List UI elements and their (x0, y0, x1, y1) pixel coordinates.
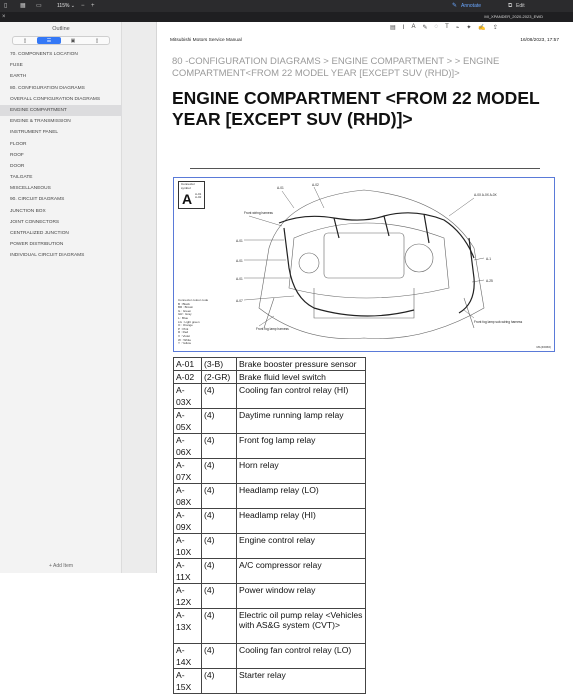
sidebar-title: Outline (52, 26, 70, 32)
table-cell-code: A-01 (174, 358, 202, 371)
badge-letter: A (182, 191, 193, 207)
signature-icon[interactable]: ✍ (478, 25, 486, 31)
outline-item[interactable]: FUSE (10, 63, 23, 69)
document-tools (390, 24, 498, 36)
outline-tab-icon[interactable]: ☰ (37, 37, 61, 44)
part-name: Brake fluid level switch (239, 372, 326, 382)
badge-side: A-01 A-02 (195, 192, 202, 200)
part-name: Electric oil pump relay <Vehicles with AS&G system (CVT)> (239, 610, 363, 630)
table-cell-connector: (4) (202, 609, 237, 644)
table-cell-name (237, 384, 366, 409)
outline-item[interactable]: MISCELLANEOUS (10, 186, 51, 192)
part-name: Engine control relay (239, 535, 315, 545)
table-cell-name (237, 371, 366, 384)
grid-view-icon[interactable]: ▦ (20, 3, 26, 9)
document-tab-title[interactable]: MI_XPANDER_2020-2023_EWD (484, 14, 543, 19)
annotate-button[interactable]: Annotate (461, 3, 482, 9)
page-gutter (122, 22, 157, 573)
add-item-button[interactable]: + Add Item (48, 563, 74, 569)
part-name: Cooling fan control relay (HI) (239, 385, 349, 395)
table-cell-connector: (4) (202, 584, 237, 609)
table-row (174, 409, 366, 434)
badge-caption: Connector symbol (181, 182, 195, 190)
annotations-tab-icon[interactable]: ▯ (95, 37, 99, 44)
lasso-icon[interactable]: ◌ (434, 24, 439, 30)
svg-text:A-25: A-25 (486, 279, 493, 283)
sidebar-toggle-icon[interactable]: ▯ (4, 3, 8, 9)
zoom-in-icon[interactable]: + (91, 3, 95, 9)
svg-text:A-01: A-01 (236, 277, 243, 281)
table-cell-name (237, 358, 366, 371)
pen-icon[interactable]: ✎ (422, 25, 428, 31)
svg-text:A-1: A-1 (486, 257, 491, 261)
outline-item[interactable]: 90. CIRCUIT DIAGRAMS (10, 197, 65, 203)
close-tab-icon[interactable]: × (2, 14, 6, 20)
page-header-right: 16/08/2023, 17:57 (520, 38, 559, 43)
table-cell-connector: (4) (202, 434, 237, 459)
svg-text:A-07: A-07 (236, 299, 243, 303)
part-name: Daytime running lamp relay (239, 410, 344, 420)
part-name: Power window relay (239, 585, 316, 595)
table-cell-name (237, 459, 366, 484)
zoom-select[interactable]: 115% ⌄ (57, 3, 75, 9)
outline-item[interactable]: DOOR (10, 163, 25, 169)
svg-text:A-01: A-01 (236, 259, 243, 263)
outline-item[interactable]: EARTH (10, 74, 27, 80)
divider (190, 168, 540, 169)
table-row (174, 484, 366, 509)
connector-table (173, 357, 366, 694)
table-cell-code: A-08X (174, 484, 202, 509)
table-row (174, 509, 366, 534)
table-cell-name (237, 534, 366, 559)
outline-item[interactable]: INDIVIDUAL CIRCUIT DIAGRAMS (10, 253, 85, 259)
table-cell-connector: (4) (202, 534, 237, 559)
outline-item[interactable]: 80. CONFIGURATION DIAGRAMS (10, 85, 85, 91)
part-name: Horn relay (239, 460, 279, 470)
outline-item[interactable]: ROOF (10, 152, 24, 158)
outline-item[interactable]: 70. COMPONENTS LOCATION (10, 52, 78, 57)
table-cell-name (237, 584, 366, 609)
table-cell-connector: (4) (202, 384, 237, 409)
table-cell-code: A-12X (174, 584, 202, 609)
part-name: Brake booster pressure sensor (239, 359, 357, 369)
outline-item[interactable]: OVERALL CONFIGURATION DIAGRAMS (10, 96, 101, 102)
part-name: Headlamp relay (LO) (239, 485, 319, 495)
stamp-icon[interactable]: ✦ (466, 25, 472, 31)
part-name: Headlamp relay (HI) (239, 510, 316, 520)
thumbnails-tab-icon[interactable]: ▯ (23, 37, 27, 44)
page-layout-icon[interactable]: ▤ (390, 25, 396, 31)
shapes-icon[interactable]: ⌁ (455, 25, 460, 31)
table-cell-code: A-10X (174, 534, 202, 559)
connector-symbol-badge (178, 181, 205, 209)
svg-text:Front fog lamp harness: Front fog lamp harness (256, 327, 289, 331)
text-select-icon[interactable]: Ⅰ (402, 25, 405, 31)
table-cell-connector: (4) (202, 559, 237, 584)
table-cell-code: A-03X (174, 384, 202, 409)
table-cell-code: A-07X (174, 459, 202, 484)
table-row (174, 371, 366, 384)
table-cell-connector: (4) (202, 484, 237, 509)
page-title: ENGINE COMPARTMENT <FROM 22 MODEL YEAR [EXCEPT SUV (RHD)]> (172, 88, 540, 129)
table-cell-code: A-02 (174, 371, 202, 384)
table-cell-code: A-11X (174, 559, 202, 584)
tab-bar (0, 12, 573, 22)
table-row (174, 534, 366, 559)
outline-item[interactable]: JUNCTION BOX (10, 208, 46, 214)
engine-compartment-diagram (173, 177, 555, 352)
outline-item[interactable]: POWER DISTRIBUTION (10, 242, 64, 248)
edit-button[interactable]: Edit (516, 3, 525, 9)
table-cell-name (237, 509, 366, 534)
connector-colour-legend: Connector colour code B : Black BR : Brown G : Green GR : Gray L : Blue LG : Light green O : Orange P : Pink R : Red V : Violet W : White Y : Yellow (178, 298, 209, 346)
table-cell-code: A-15X (174, 669, 202, 694)
outline-item[interactable]: JOINT CONNECTORS (10, 219, 60, 225)
table-cell-code: A-09X (174, 509, 202, 534)
svg-text:A-02: A-02 (312, 183, 319, 187)
share-icon[interactable]: ⇪ (492, 25, 498, 31)
app-toolbar (0, 0, 573, 12)
breadcrumb: 80 -CONFIGURATION DIAGRAMS > ENGINE COMPARTMENT > > ENGINE COMPARTMENT<FROM 22 MODEL YEAR [EXCEPT SUV (RHD)]> (172, 56, 500, 79)
table-row (174, 358, 366, 371)
table-row (174, 384, 366, 409)
outline-item[interactable]: TAILGATE (10, 175, 33, 181)
sidebar-view-switcher (12, 36, 110, 45)
outline-item[interactable]: ENGINE & TRANSMISSION (10, 119, 71, 125)
table-row (174, 459, 366, 484)
table-cell-name (237, 609, 366, 644)
figure-id: M1(46066) (536, 345, 551, 349)
annotate-icon[interactable]: ✎ (452, 3, 458, 9)
table-row (174, 669, 366, 694)
table-cell-connector: (4) (202, 409, 237, 434)
part-name: Front fog lamp relay (239, 435, 316, 445)
table-cell-name (237, 669, 366, 694)
bookmarks-tab-icon[interactable]: ▣ (70, 37, 76, 44)
table-row (174, 559, 366, 584)
table-cell-code: A-13X (174, 609, 202, 644)
svg-text:A-01: A-01 (277, 186, 284, 190)
outline-list (0, 49, 122, 262)
table-cell-connector: (4) (202, 459, 237, 484)
table-cell-code: A-05X (174, 409, 202, 434)
table-cell-name (237, 409, 366, 434)
part-name: Cooling fan control relay (LO) (239, 645, 352, 655)
highlight-icon[interactable]: A (411, 24, 416, 30)
outline-item[interactable]: INSTRUMENT PANEL (10, 130, 59, 136)
table-cell-code: A-14X (174, 644, 202, 669)
table-cell-connector: (3-B) (202, 358, 237, 371)
part-name: A/C compressor relay (239, 560, 322, 570)
table-cell-name (237, 644, 366, 669)
table-cell-name (237, 559, 366, 584)
table-cell-connector: (4) (202, 509, 237, 534)
outline-item[interactable]: CENTRALIZED JUNCTION (10, 231, 69, 236)
svg-text:Front fog lamp sub-wiring harn: Front fog lamp sub-wiring harness (474, 320, 523, 324)
table-row (174, 644, 366, 669)
outline-item[interactable]: FLOOR (10, 141, 27, 147)
table-row (174, 434, 366, 459)
table-cell-connector: (4) (202, 644, 237, 669)
svg-text:A-01: A-01 (236, 239, 243, 243)
text-tool-icon[interactable]: T (445, 24, 449, 30)
zoom-out-icon[interactable]: − (81, 3, 85, 9)
svg-text:A-0X A-0X A-0X: A-0X A-0X A-0X (474, 193, 497, 197)
page-header-left: Mitsubishi Motors Service Manual (170, 38, 242, 43)
table-row (174, 584, 366, 609)
page-view-icon[interactable]: ▭ (36, 3, 42, 9)
table-cell-code: A-06X (174, 434, 202, 459)
table-cell-name (237, 434, 366, 459)
table-cell-connector: (4) (202, 669, 237, 694)
outline-item[interactable]: ENGINE COMPARTMENT (0, 105, 122, 116)
edit-icon[interactable]: ⧉ (508, 3, 513, 9)
table-cell-name (237, 484, 366, 509)
outline-sidebar (0, 22, 122, 573)
engine-illustration (174, 178, 555, 352)
table-cell-connector: (2-GR) (202, 371, 237, 384)
svg-text:Front wiring harness: Front wiring harness (244, 211, 273, 215)
part-name: Starter relay (239, 670, 286, 680)
table-row (174, 609, 366, 644)
